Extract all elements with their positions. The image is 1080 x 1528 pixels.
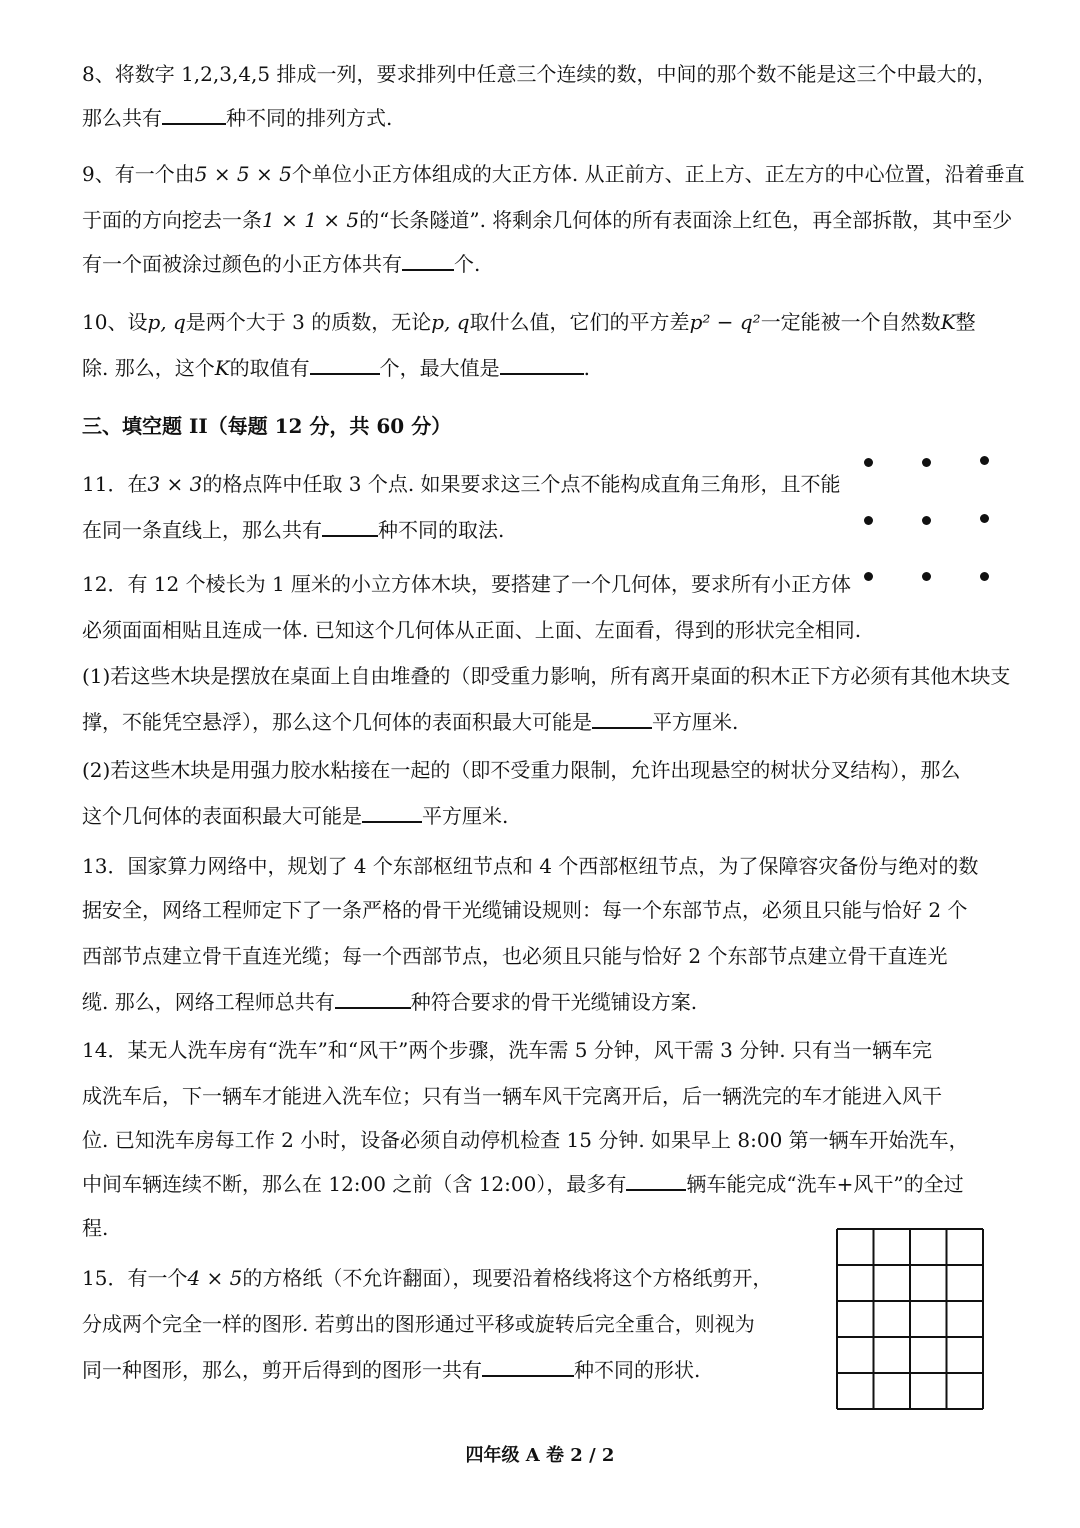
q11-text: 种不同的取法. — [378, 518, 505, 542]
dot-lattice-figure — [850, 448, 1000, 588]
q8-text: 8、将数字 1,2,3,4,5 排成一列，要求排列中任意三个连续的数，中间的那个数不能是这三个中最大的， — [82, 62, 997, 86]
lattice-dot — [980, 572, 989, 581]
q11-text: 在同一条直线上，那么共有 — [82, 518, 322, 542]
lattice-dot — [864, 572, 873, 581]
q10-math: K — [940, 310, 956, 334]
q15-text: 分成两个完全一样的图形. 若剪出的图形通过平移或旋转后完全重合，则视为 — [82, 1312, 755, 1336]
answer-blank-q14[interactable] — [626, 1171, 686, 1191]
q8-text: 那么共有 — [82, 106, 162, 130]
q14-line-1 — [82, 1036, 932, 1064]
q10-line-2 — [82, 354, 590, 382]
q14-text: 程. — [82, 1216, 109, 1240]
q15-math: 4 × 5 — [187, 1266, 243, 1290]
q14-line-3 — [82, 1126, 969, 1154]
q13-line-3 — [82, 942, 947, 970]
q13-text: 13．国家算力网络中，规划了 4 个东部枢纽节点和 4 个西部枢纽节点，为了保障容灾备份与绝对的数 — [82, 854, 979, 878]
q10-math: K — [214, 356, 230, 380]
q10-text: 是两个大于 3 的质数，无论 — [185, 310, 432, 334]
q10-line-1 — [82, 308, 976, 336]
q9-math: 1 × 1 × 5 — [262, 208, 360, 232]
q15-text: 种不同的形状. — [574, 1358, 701, 1382]
q13-line-4 — [82, 988, 697, 1016]
q15-text: 15．有一个 — [82, 1266, 188, 1290]
section-title — [82, 412, 451, 440]
answer-blank-q11[interactable] — [322, 517, 378, 537]
q12-text: (1)若这些木块是摆放在桌面上自由堆叠的（即受重力影响，所有离开桌面的积木正下方必须有其他木块支 — [82, 664, 1011, 688]
q9-line-3 — [82, 250, 480, 278]
answer-blank-q12-1[interactable] — [592, 709, 652, 729]
q11-text: 的格点阵中任取 3 个点. 如果要求这三个点不能构成直角三角形，且不能 — [202, 472, 841, 496]
square-grid-figure — [836, 1228, 984, 1410]
q10-math: p, q — [431, 310, 470, 334]
q12-text: (2)若这些木块是用强力胶水粘接在一起的（即不受重力限制，允许出现悬空的树状分叉结构），那么 — [82, 758, 961, 782]
q11-line-1 — [82, 470, 841, 498]
lattice-dot — [922, 572, 931, 581]
q10-text: 整 — [955, 310, 976, 334]
q12-text: 必须面面相贴且连成一体. 已知这个几何体从正面、上面、左面看，得到的形状完全相同. — [82, 618, 862, 642]
q10-text: 一定能被一个自然数 — [760, 310, 941, 334]
q13-text: 缆. 那么，网络工程师总共有 — [82, 990, 335, 1014]
q13-text: 西部节点建立骨干直连光缆；每一个西部节点，也必须且只能与恰好 2 个东部节点建立骨干直连光 — [82, 944, 948, 968]
lattice-dot — [980, 514, 989, 523]
q15-line-2 — [82, 1310, 755, 1338]
q9-text: 个单位小正方体组成的大正方体. 从正前方、正上方、正左方的中心位置，沿着垂直 — [291, 162, 1025, 186]
section-title-text: 三、填空题 II（每题 12 分，共 60 分） — [82, 414, 452, 438]
q10-text: 10、设 — [82, 310, 148, 334]
q9-line-2 — [82, 206, 1012, 234]
q13-text: 种符合要求的骨干光缆铺设方案. — [410, 990, 698, 1014]
q10-text: 取什么值，它们的平方差 — [469, 310, 690, 334]
answer-blank-q9[interactable] — [402, 251, 454, 271]
q12-text: 平方厘米. — [652, 710, 739, 734]
q15-text: 同一种图形，那么，剪开后得到的图形一共有 — [82, 1358, 482, 1382]
q12-text: 这个几何体的表面积最大可能是 — [82, 804, 362, 828]
q14-line-4 — [82, 1170, 964, 1198]
q12-text: 撑，不能凭空悬浮），那么这个几何体的表面积最大可能是 — [82, 710, 592, 734]
q12-part1-line-2 — [82, 708, 738, 736]
footer-text: 四年级 A 卷 2 / 2 — [465, 1445, 615, 1466]
lattice-dot — [864, 458, 873, 467]
q14-text: 成洗车后，下一辆车才能进入洗车位；只有当一辆车风干完离开后，后一辆洗完的车才能进入风干 — [82, 1084, 942, 1108]
q12-part2-line-1 — [82, 756, 960, 784]
q10-text: 个，最大值是 — [379, 356, 500, 380]
lattice-dot — [922, 516, 931, 525]
q10-text: 的取值有 — [229, 356, 310, 380]
q11-math: 3 × 3 — [147, 472, 203, 496]
q14-line-2 — [82, 1082, 942, 1110]
lattice-dot — [922, 458, 931, 467]
q12-part1-line-1 — [82, 662, 1010, 690]
page-footer — [0, 1444, 1080, 1468]
q15-text: 的方格纸（不允许翻面），现要沿着格线将这个方格纸剪开， — [242, 1266, 773, 1290]
q13-line-2 — [82, 896, 967, 924]
q14-text: 辆车能完成“洗车+风干”的全过 — [686, 1172, 964, 1196]
q11-text: 11．在 — [82, 472, 148, 496]
q14-text: 位. 已知洗车房每工作 2 小时，设备必须自动停机检查 15 分钟. 如果早上 8:00 第一辆车开始洗车， — [82, 1128, 969, 1152]
q10-text: . — [583, 356, 591, 380]
lattice-dot — [980, 456, 989, 465]
q13-line-1 — [82, 852, 978, 880]
q12-line-1 — [82, 570, 851, 598]
q9-text: 于面的方向挖去一条 — [82, 208, 262, 232]
lattice-dot — [864, 516, 873, 525]
q12-text: 12．有 12 个棱长为 1 厘米的小立方体木块，要搭建了一个几何体，要求所有小正方体 — [82, 572, 852, 596]
q10-math: p, q — [147, 310, 186, 334]
q8-line-2 — [82, 104, 392, 132]
q14-text: 14．某无人洗车房有“洗车”和“风干”两个步骤，洗车需 5 分钟，风干需 3 分钟. 只有当一辆车完 — [82, 1038, 932, 1062]
answer-blank-q12-2[interactable] — [362, 803, 422, 823]
q9-math: 5 × 5 × 5 — [194, 162, 292, 186]
answer-blank-q13[interactable] — [335, 989, 411, 1009]
q9-text: 的“长条隧道”. 将剩余几何体的所有表面涂上红色，再全部拆散，其中至少 — [359, 208, 1013, 232]
q15-line-1 — [82, 1264, 772, 1292]
answer-blank-q10-count[interactable] — [310, 355, 380, 375]
q9-text: 有一个面被涂过颜色的小正方体共有 — [82, 252, 402, 276]
answer-blank-q8[interactable] — [162, 105, 226, 125]
q8-line-1 — [82, 60, 997, 88]
q12-part2-line-2 — [82, 802, 508, 830]
q10-math: p² − q² — [689, 310, 761, 334]
q9-text: 9、有一个由 — [82, 162, 195, 186]
q13-text: 据安全，网络工程师定下了一条严格的骨干光缆铺设规则：每一个东部节点，必须且只能与恰好 2 个 — [82, 898, 968, 922]
q9-text: 个. — [454, 252, 481, 276]
q12-line-2 — [82, 616, 861, 644]
q9-line-1 — [82, 160, 1025, 188]
q10-text: 除. 那么，这个 — [82, 356, 215, 380]
q14-text: 中间车辆连续不断，那么在 12:00 之前（含 12:00），最多有 — [82, 1172, 627, 1196]
q12-text: 平方厘米. — [422, 804, 509, 828]
q8-text: 种不同的排列方式. — [226, 106, 393, 130]
q14-line-5 — [82, 1214, 108, 1242]
q11-line-2 — [82, 516, 504, 544]
answer-blank-q10-max[interactable] — [500, 355, 584, 375]
answer-blank-q15[interactable] — [482, 1357, 574, 1377]
q15-line-3 — [82, 1356, 700, 1384]
